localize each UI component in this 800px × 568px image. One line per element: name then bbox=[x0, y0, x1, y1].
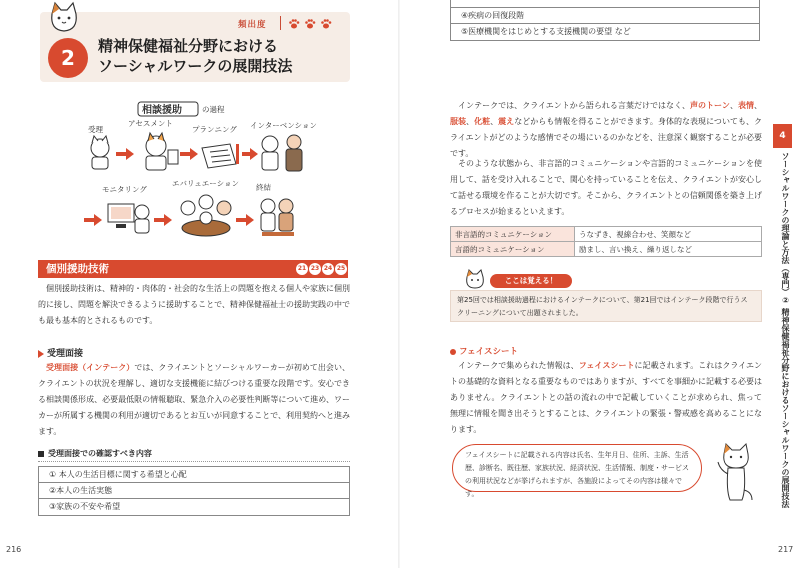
step-label: インターベンション bbox=[250, 121, 317, 130]
table-cell-key: 言語的コミュニケーション bbox=[451, 242, 575, 257]
intro-paragraph: 個別援助技術は、精神的・肉体的・社会的な生活上の問題を抱える個人や家族に個別的に接し、問題を解決できるように援助することで、精神保健福祉士の援助実践の中でも最も基本的とされるものです。 bbox=[38, 284, 350, 325]
subsection-header bbox=[38, 260, 348, 278]
table-row bbox=[451, 242, 762, 257]
subsection-title: 個別援助技術 bbox=[46, 263, 109, 275]
checklist-row: ③家族の不安や希望 bbox=[49, 502, 121, 511]
checklist-table bbox=[38, 466, 350, 516]
chapter-tab: 4 bbox=[773, 124, 792, 148]
arrow-icon bbox=[180, 148, 198, 160]
communication-paragraph: そのような状態から、非言語的コミュニケーションや言語的コミュニケーションを使用して、話を受け入れることで、関心を持っていることを伝え、クライエントが安心して話せる環境を作ることが大切です。そこから、クライエントとの信頼関係を築き上げるプロセスが始まるといえます。 bbox=[450, 159, 762, 216]
intake-paragraph: 受理面接（インテーク）では、クライエントとソーシャルワーカーが初めて出会い、クライエントの状況を理解し、適切な支援機能に結びつける重要な段階です。安心できる相談関係形成、必要最低限の情報聴取、緊急介入の必要性判断等について進め、ワーカーが所属する機関の利用が適切であるとお互いが同意することで、利用契約へと進みます。 bbox=[38, 363, 350, 436]
chapter-side-title: ソーシャルワークの理論と方法（専門）② 精神保健福祉分野におけるソーシャルワークの展開技法 bbox=[781, 152, 790, 508]
counseling-process-illustration bbox=[80, 100, 340, 248]
arrow-icon bbox=[84, 214, 102, 226]
frequency-tag bbox=[218, 16, 346, 32]
cat-logo-icon bbox=[46, 0, 80, 34]
checklist-heading: 受理面接での確認すべき内容 bbox=[38, 448, 350, 462]
checklist-continued-table bbox=[450, 0, 760, 41]
meeting-table-icon bbox=[181, 195, 231, 236]
bullet-heading-intake: 受理面接 bbox=[38, 346, 83, 359]
exam-round-badge: 23 bbox=[309, 263, 321, 275]
step-label: 終結 bbox=[256, 183, 271, 192]
cat-figure-icon bbox=[91, 136, 109, 169]
illus-title-suffix: の過程 bbox=[202, 105, 225, 114]
triangle-bullet-icon bbox=[38, 350, 44, 358]
exam-round-badge: 21 bbox=[296, 263, 308, 275]
section-title-line1: 精神保健福祉分野における bbox=[98, 37, 279, 55]
step-label: プランニング bbox=[192, 125, 237, 134]
step-label: エバリュエーション bbox=[172, 179, 239, 188]
cat-face-icon bbox=[464, 268, 486, 290]
section-title-line2: ソーシャルワークの展開技法 bbox=[98, 57, 293, 75]
arrow-icon bbox=[154, 214, 172, 226]
table-cell-key: 非言語的コミュニケーション bbox=[451, 227, 575, 242]
table-cell-value: うなずき、視線合わせ、笑顔など bbox=[575, 227, 762, 242]
arrow-icon bbox=[116, 148, 134, 160]
clipboard-icon bbox=[202, 144, 239, 168]
standing-cat-icon bbox=[716, 440, 756, 504]
exam-round-badge: 25 bbox=[335, 263, 347, 275]
computer-icon bbox=[108, 204, 149, 233]
facesheet-paragraph: インテークで集められた情報は、フェイスシートに記載されます。これはクライエントの基礎的な資料となる重要なものではありますが、すべてを事細かに記載する必要はありません。クライエントとの話の流れの中で記載していくことが求められ、焦って無理に情報を聞き出そうとすることは、クライエントの緊張・警戒感を高めることになります。 bbox=[450, 361, 762, 434]
paw-icon bbox=[320, 18, 332, 30]
step-label: アセスメント bbox=[128, 119, 173, 128]
exam-round-badge: 24 bbox=[322, 263, 334, 275]
table-row bbox=[451, 227, 762, 242]
checklist-row: ④疾病の回復段階 bbox=[451, 8, 759, 24]
frequency-divider bbox=[280, 16, 281, 30]
step-label: モニタリング bbox=[102, 185, 147, 194]
intake-observation-paragraph: インテークでは、クライエントから語られる言葉だけではなく、声のトーン、表情、服装、化粧、震えなどからも情報を得ることができます。身体的な表現についても、クライエントがどのような感情でその場にいるのかなどを、注意深く観察することが必要です。 bbox=[450, 101, 763, 158]
farewell-figure-icon bbox=[261, 199, 294, 236]
table-cell-value: 励まし、言い換え、繰り返しなど bbox=[575, 242, 762, 257]
step-label: 受理 bbox=[88, 125, 103, 134]
communication-table bbox=[450, 226, 762, 257]
checklist-row: ⑤医療機関をはじめとする支援機関の要望 など bbox=[461, 27, 631, 36]
speech-bubble: フェイスシートに記載される内容は氏名、生年月日、住所、主訴、生活歴、診断名、既往歴、家族状況、経済状況、生活情報、制度・サービスの利用状況などが挙げられますが、各施設によってその内容は様々です。 bbox=[452, 444, 702, 492]
dot-bullet-icon bbox=[450, 349, 456, 355]
checklist-row: ① 本人の生活目標に関する希望と心配 bbox=[39, 467, 349, 483]
checklist-row: ②本人の生活実態 bbox=[39, 483, 349, 499]
memorize-callout bbox=[450, 268, 762, 322]
cat-figure-icon bbox=[146, 133, 178, 170]
square-bullet-icon bbox=[38, 451, 44, 457]
arrow-icon bbox=[242, 148, 258, 160]
bullet-heading-facesheet: フェイスシート bbox=[450, 345, 518, 357]
page-number-right: 217 bbox=[778, 545, 794, 554]
people-figure-icon bbox=[262, 135, 302, 171]
memorize-box: 第25回では相談援助過程におけるインテークについて、第21回ではインテーク段階で行うス クリーニングについて出題されました。 bbox=[450, 290, 762, 322]
arrow-icon bbox=[236, 214, 254, 226]
paw-icon bbox=[288, 18, 300, 30]
illus-title-main: 相談援助 bbox=[142, 105, 182, 116]
section-number-badge: 2 bbox=[48, 38, 88, 78]
frequency-label: 頻出度 bbox=[238, 20, 267, 30]
page-number-left: 216 bbox=[6, 545, 22, 554]
paw-icon bbox=[304, 18, 316, 30]
section-title bbox=[98, 36, 338, 76]
memorize-label: ここは覚える！ bbox=[490, 274, 572, 288]
intake-highlight: 受理面接（インテーク） bbox=[46, 363, 135, 372]
